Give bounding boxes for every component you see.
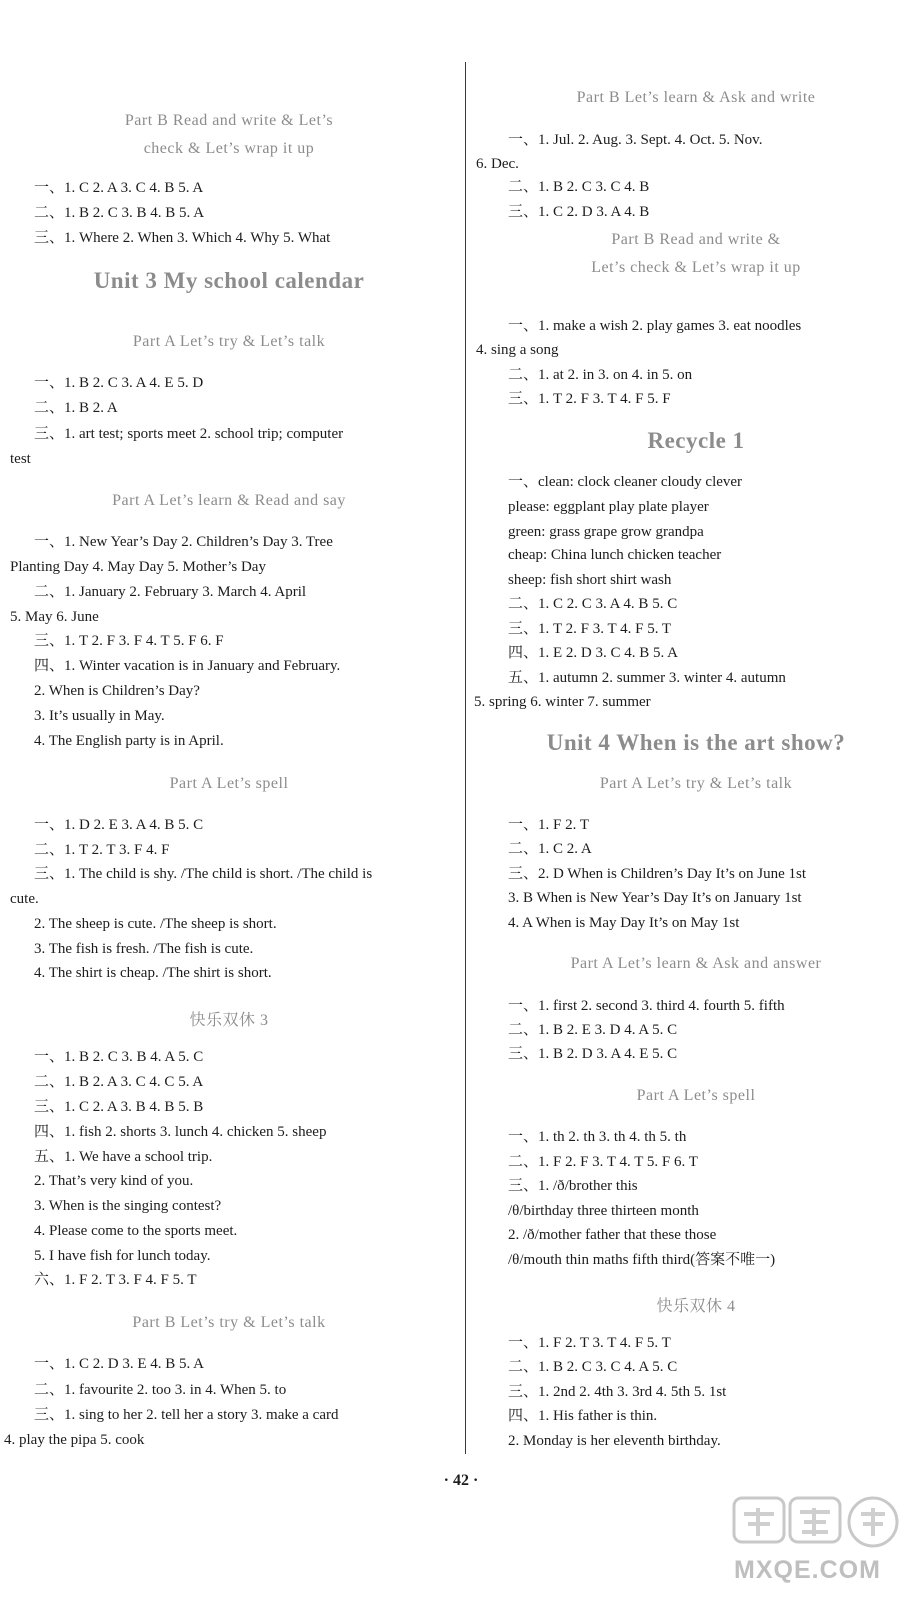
answer-line: 二、1. C 2. A: [508, 841, 592, 857]
answer-line: 三、1. C 2. D 3. A 4. B: [508, 204, 650, 220]
answer-line: /θ/birthday three thirteen month: [508, 1203, 699, 1219]
answer-line: 一、1. first 2. second 3. third 4. fourth 5. fifth: [508, 998, 785, 1014]
unit-heading: Recycle 1: [647, 428, 745, 453]
answer-line: 3. B When is New Year’s Day It’s on January 1st: [508, 890, 802, 906]
answer-line: 3. The fish is fresh. /The fish is cute.: [34, 941, 254, 957]
answer-line: 一、1. F 2. T: [508, 817, 589, 833]
answer-line: 2. That’s very kind of you.: [34, 1173, 194, 1189]
answer-line: 二、1. F 2. F 3. T 4. T 5. F 6. T: [508, 1154, 698, 1170]
answer-line: 一、1. B 2. C 3. A 4. E 5. D: [34, 375, 204, 391]
answer-line: 一、1. F 2. T 3. T 4. F 5. T: [508, 1335, 671, 1351]
column-divider: [465, 62, 466, 1454]
answer-line: 二、1. B 2. C 3. C 4. B: [508, 179, 650, 195]
answer-line: 六、1. F 2. T 3. F 4. F 5. T: [34, 1272, 197, 1288]
answer-line: 三、1. The child is shy. /The child is short. /The child is: [34, 866, 373, 882]
answer-line: 二、1. T 2. T 3. F 4. F: [34, 842, 170, 858]
section-heading: Part A Let’s learn & Read and say: [112, 492, 346, 509]
answer-line: 4. sing a song: [476, 342, 559, 358]
answer-line: 二、1. B 2. A: [34, 400, 118, 416]
answer-line: 三、1. C 2. A 3. B 4. B 5. B: [34, 1099, 204, 1115]
answer-line: 2. When is Children’s Day?: [34, 683, 200, 699]
answer-line: 三、2. D When is Children’s Day It’s on June 1st: [508, 866, 807, 882]
answer-line: 5. I have fish for lunch today.: [34, 1248, 211, 1264]
answer-line: 四、1. E 2. D 3. C 4. B 5. A: [508, 645, 679, 661]
answer-line: 5. spring 6. winter 7. summer: [474, 694, 651, 710]
answer-line: 一、clean: clock cleaner cloudy clever: [508, 474, 743, 490]
answer-line: 二、1. at 2. in 3. on 4. in 5. on: [508, 367, 693, 383]
answer-line: 5. May 6. June: [10, 609, 99, 625]
section-heading: Part B Read and write &: [611, 231, 781, 248]
answer-line: 一、1. D 2. E 3. A 4. B 5. C: [34, 817, 204, 833]
answer-line: 三、1. T 2. F 3. T 4. F 5. F: [508, 391, 671, 407]
answer-line: 3. When is the singing contest?: [34, 1198, 222, 1214]
answer-line: green: grass grape grow grandpa: [508, 524, 704, 540]
answer-line: please: eggplant play plate player: [508, 499, 709, 515]
answer-line: 2. Monday is her eleventh birthday.: [508, 1433, 721, 1449]
answer-line: 三、1. 2nd 2. 4th 3. 3rd 4. 5th 5. 1st: [508, 1384, 727, 1400]
answer-line: 3. It’s usually in May.: [34, 708, 165, 724]
answer-line: 二、1. B 2. A 3. C 4. C 5. A: [34, 1074, 204, 1090]
answer-line: 三、1. T 2. F 3. F 4. T 5. F 6. F: [34, 633, 224, 649]
section-heading: 快乐双休 4: [656, 1298, 736, 1315]
answer-line: Planting Day 4. May Day 5. Mother’s Day: [10, 559, 266, 575]
answer-line: 4. play the pipa 5. cook: [4, 1432, 145, 1448]
answer-line: 一、1. B 2. C 3. B 4. A 5. C: [34, 1049, 204, 1065]
answer-line: 二、1. favourite 2. too 3. in 4. When 5. to: [34, 1382, 287, 1398]
answer-line: 2. /ð/mother father that these those: [508, 1227, 717, 1243]
answer-line: 二、1. January 2. February 3. March 4. April: [34, 584, 307, 600]
answer-line: 三、1. art test; sports meet 2. school trip; computer: [34, 426, 344, 442]
answer-line: 五、1. autumn 2. summer 3. winter 4. autumn: [508, 670, 786, 686]
section-heading: Part A Let’s try & Let’s talk: [599, 775, 793, 792]
answer-line: 一、1. New Year’s Day 2. Children’s Day 3. Tree: [34, 534, 333, 550]
answer-line: test: [10, 451, 31, 467]
answer-line: 4. The English party is in April.: [34, 733, 224, 749]
answer-line: 4. A When is May Day It’s on May 1st: [508, 915, 740, 931]
section-heading: Part A Let’s spell: [636, 1087, 756, 1104]
answer-line: 二、1. B 2. C 3. B 4. B 5. A: [34, 205, 205, 221]
answer-line: 四、1. Winter vacation is in January and February.: [34, 658, 341, 674]
answer-line: cute.: [10, 891, 39, 907]
section-heading: Part B Read and write & Let’s: [124, 112, 334, 129]
answer-line: 一、1. th 2. th 3. th 4. th 5. th: [508, 1129, 687, 1145]
answer-line: 4. Please come to the sports meet.: [34, 1223, 238, 1239]
answer-line: 二、1. C 2. C 3. A 4. B 5. C: [508, 596, 678, 612]
section-heading: Part B Let’s learn & Ask and write: [576, 89, 816, 106]
answer-line: 一、1. make a wish 2. play games 3. eat noodles: [508, 318, 802, 334]
section-heading: Part A Let’s learn & Ask and answer: [570, 955, 822, 972]
answer-line: 一、1. C 2. A 3. C 4. B 5. A: [34, 180, 204, 196]
answer-line: 二、1. B 2. C 3. C 4. A 5. C: [508, 1359, 678, 1375]
watermark-text: MXQE.COM: [734, 1556, 881, 1584]
answer-line: 三、1. /ð/brother this: [508, 1178, 638, 1194]
answer-line: 五、1. We have a school trip.: [34, 1149, 213, 1165]
unit-heading: Unit 4 When is the art show?: [546, 730, 846, 755]
section-heading: 快乐双休 3: [189, 1012, 269, 1029]
answer-line: cheap: China lunch chicken teacher: [508, 547, 722, 563]
section-heading: Part B Let’s try & Let’s talk: [132, 1314, 326, 1331]
answer-line: 三、1. T 2. F 3. T 4. F 5. T: [508, 621, 672, 637]
answer-line: 一、1. C 2. D 3. E 4. B 5. A: [34, 1356, 205, 1372]
answer-line: /θ/mouth thin maths fifth third(答案不唯一): [508, 1252, 776, 1268]
section-heading: Part A Let’s spell: [169, 775, 289, 792]
section-heading: check & Let’s wrap it up: [143, 140, 315, 157]
answer-line: 二、1. B 2. E 3. D 4. A 5. C: [508, 1022, 678, 1038]
section-heading: Part A Let’s try & Let’s talk: [132, 333, 326, 350]
page-number: · 42 ·: [443, 1472, 479, 1489]
answer-line: 2. The sheep is cute. /The sheep is short.: [34, 916, 277, 932]
answer-line: 4. The shirt is cheap. /The shirt is short.: [34, 965, 272, 981]
answer-line: 四、1. His father is thin.: [508, 1408, 658, 1424]
answer-line: 三、1. sing to her 2. tell her a story 3. make a card: [34, 1407, 339, 1423]
section-heading: Let’s check & Let’s wrap it up: [591, 259, 801, 276]
unit-heading: Unit 3 My school calendar: [93, 268, 365, 293]
answer-line: 6. Dec.: [476, 156, 519, 172]
answer-line: 三、1. B 2. D 3. A 4. E 5. C: [508, 1046, 678, 1062]
answer-line: sheep: fish short shirt wash: [508, 572, 672, 588]
answer-line: 一、1. Jul. 2. Aug. 3. Sept. 4. Oct. 5. Nov.: [508, 132, 763, 148]
answer-line: 三、1. Where 2. When 3. Which 4. Why 5. What: [34, 230, 331, 246]
answer-line: 四、1. fish 2. shorts 3. lunch 4. chicken 5. sheep: [34, 1124, 327, 1140]
